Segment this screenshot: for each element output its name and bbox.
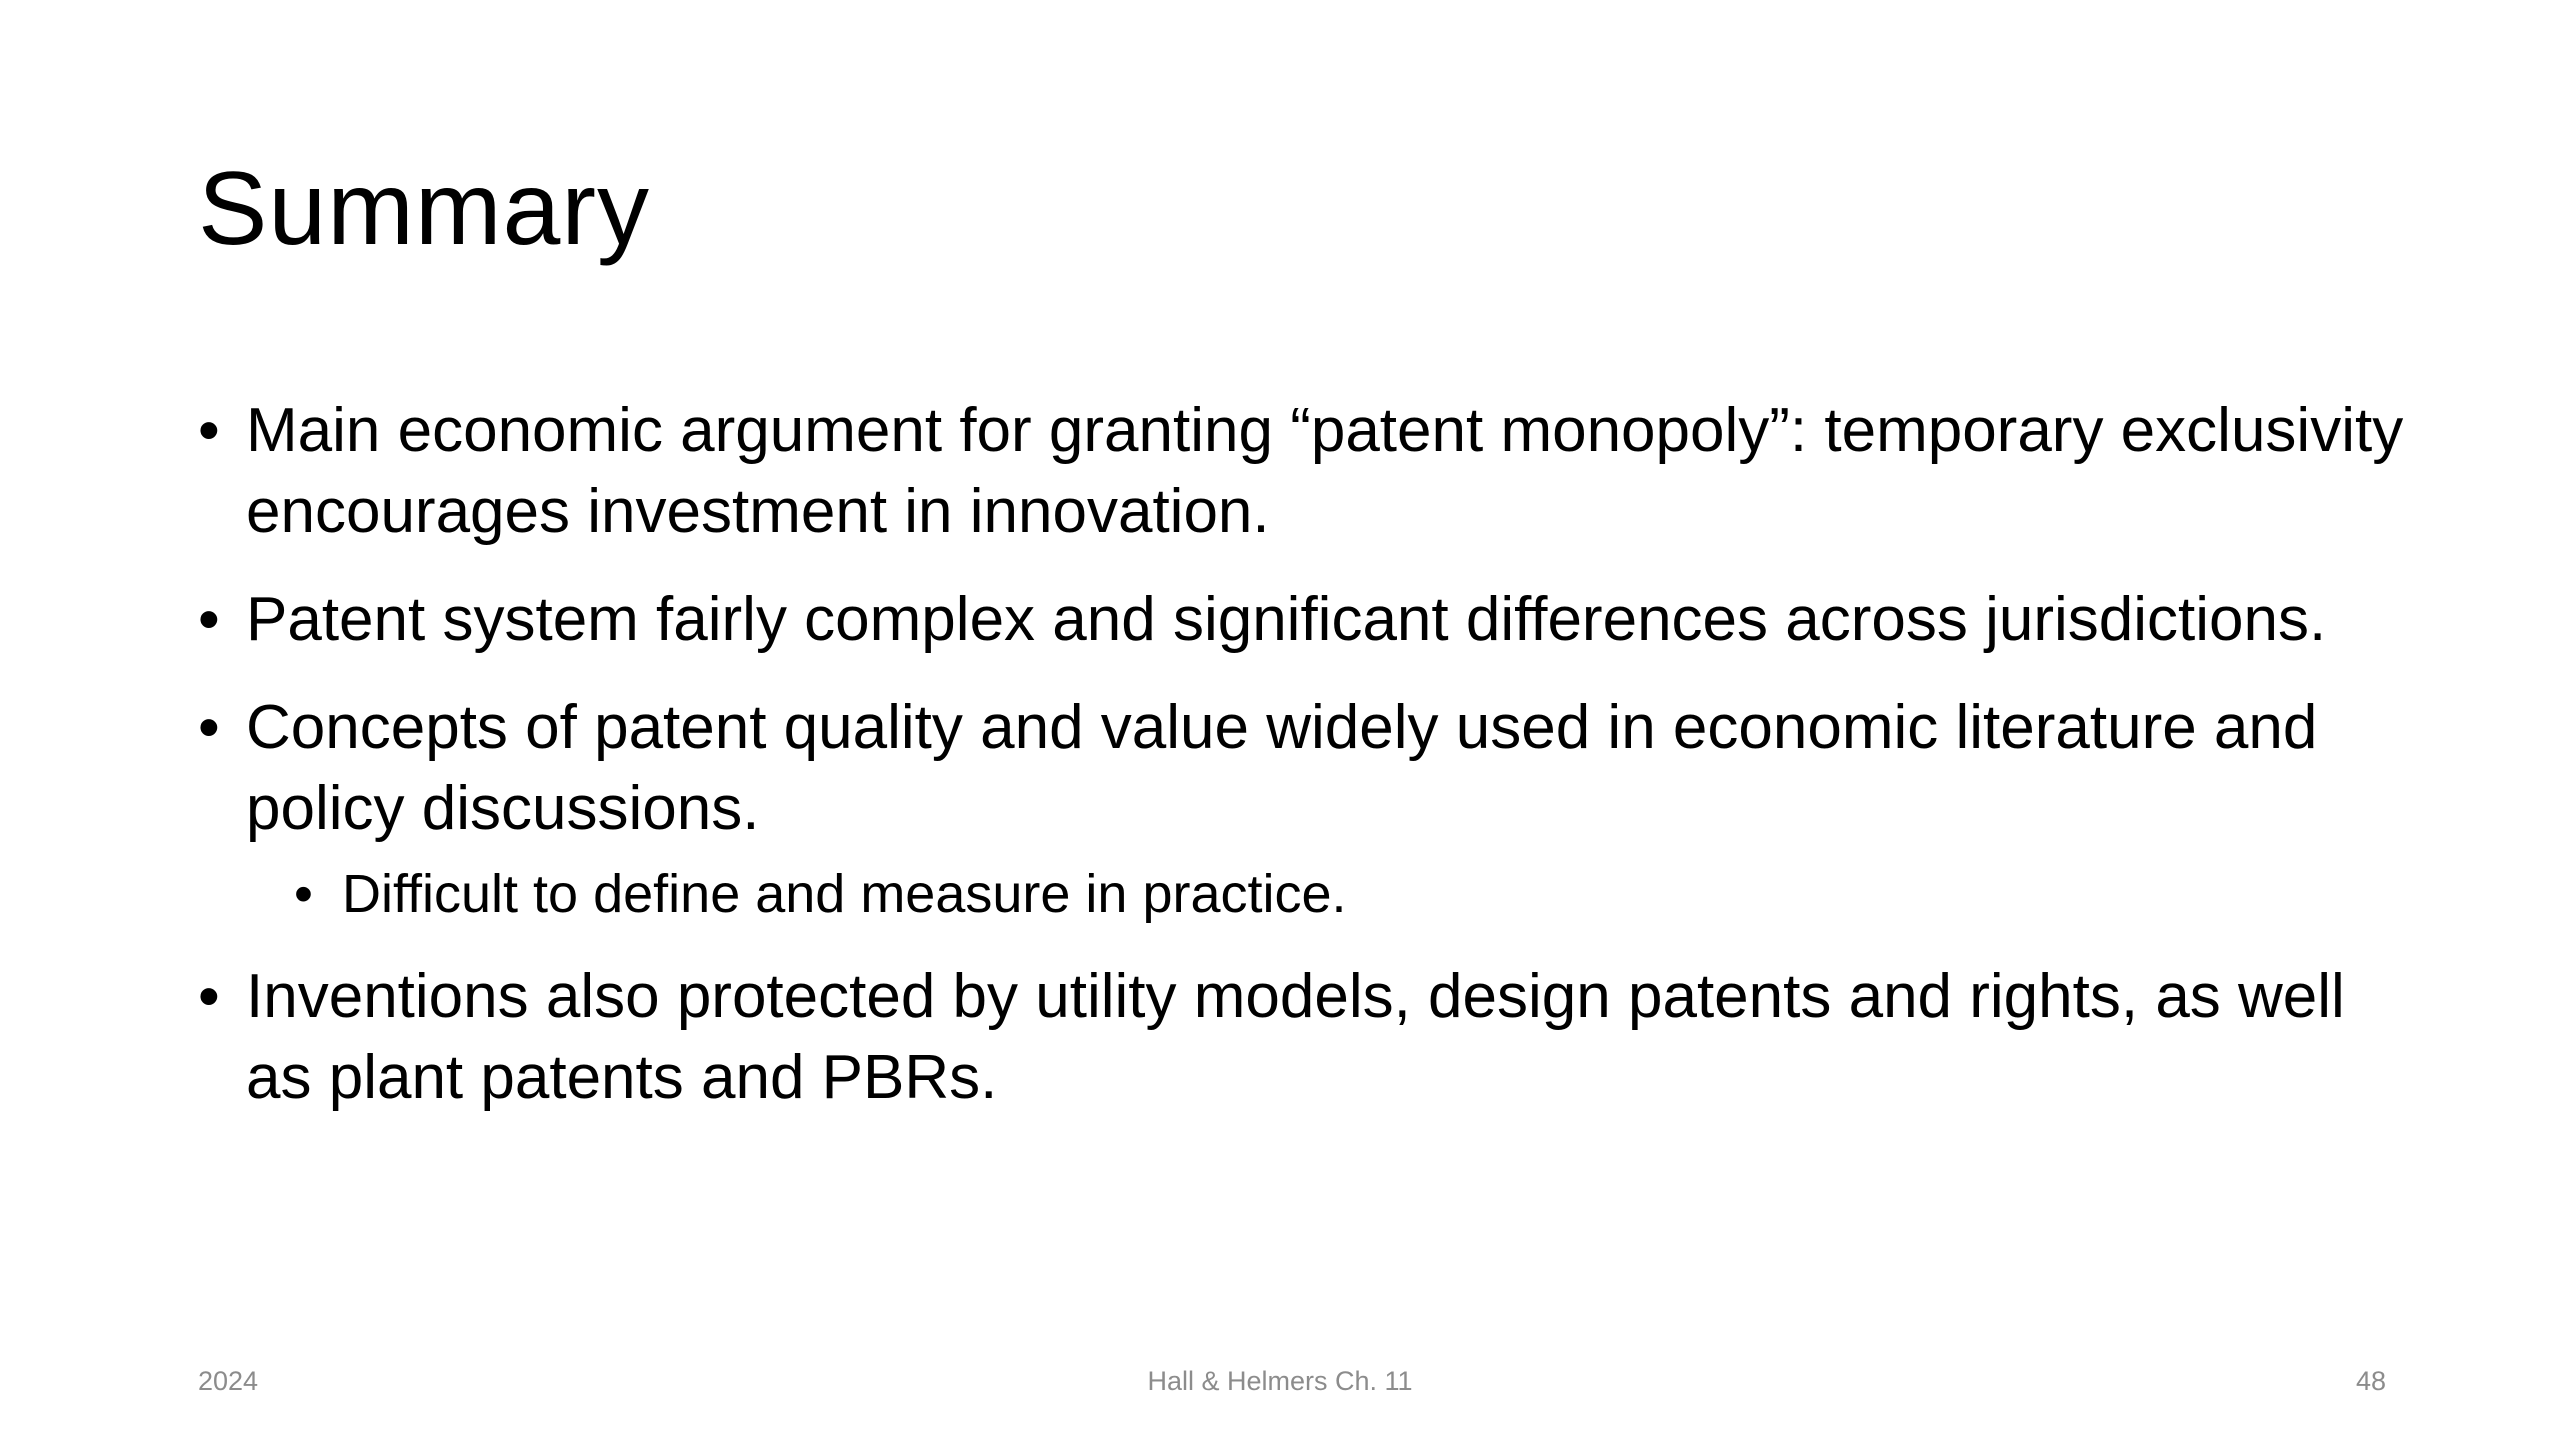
sub-bullet-list: [246, 859, 2408, 929]
slide-content: [198, 390, 2408, 1145]
sub-bullet-text: Difficult to define and measure in practice.: [342, 864, 1347, 924]
bullet-point-icon: •: [294, 864, 313, 924]
bullet-item: [198, 956, 2408, 1118]
bullet-text: Patent system fairly complex and significant differences across jurisdictions.: [246, 585, 2327, 654]
slide-number: 48: [2355, 1366, 2386, 1396]
bullet-item: [198, 579, 2408, 660]
bullet-list: [198, 390, 2408, 1118]
bullet-item: [198, 687, 2408, 929]
bullet-text: Concepts of patent quality and value widely used in economic literature and policy discussions.: [246, 693, 2318, 843]
bullet-text: Inventions also protected by utility models, design patents and rights, as well as plant patents and PBRs.: [246, 962, 2345, 1112]
footer-source: Hall & Helmers Ch. 11: [1147, 1366, 1413, 1396]
bullet-item: [198, 390, 2408, 552]
bullet-point-icon: •: [198, 962, 220, 1031]
bullet-point-icon: •: [198, 585, 220, 654]
slide-title: Summary: [198, 151, 650, 267]
bullet-point-icon: •: [198, 693, 220, 762]
sub-bullet-item: [246, 859, 2408, 929]
footer-date: 2024: [198, 1366, 259, 1396]
bullet-text: Main economic argument for granting “patent monopoly”: temporary exclusivity encourages investment in innovation.: [246, 396, 2404, 546]
bullet-point-icon: •: [198, 396, 220, 465]
